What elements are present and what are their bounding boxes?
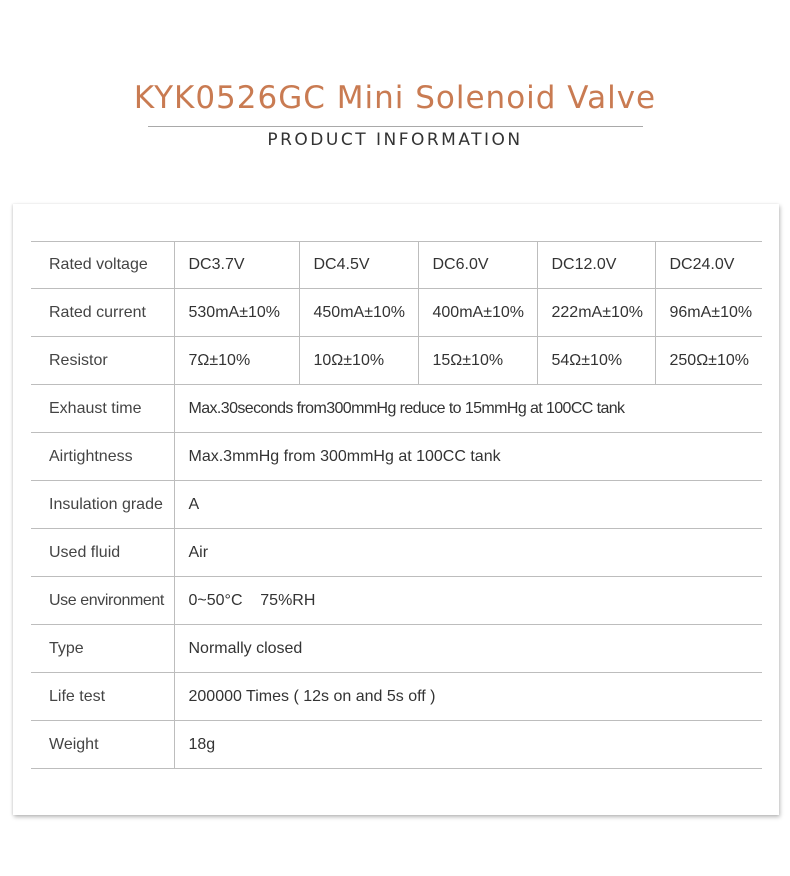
cell-value: Air [174,529,762,577]
cell-value: DC4.5V [299,242,418,289]
table-row-weight [31,721,762,769]
cell-value: 200000 Times ( 12s on and 5s off ) [174,673,762,721]
cell-value: 450mA±10% [299,289,418,337]
table-row-rated-current [31,289,762,337]
cell-value: 222mA±10% [537,289,655,337]
cell-value: 18g [174,721,762,769]
cell-value: Max.30seconds from300mmHg reduce to 15mmHg at 100CC tank [174,385,762,433]
row-label: Rated voltage [31,242,174,289]
table-row-airtightness [31,433,762,481]
row-label: Life test [31,673,174,721]
table-row-insulation-grade [31,481,762,529]
cell-value: 96mA±10% [655,289,762,337]
page-title: KYK0526GC Mini Solenoid Valve [133,80,657,116]
page-subtitle: PRODUCT INFORMATION [267,130,523,150]
row-label: Use environment [31,577,174,625]
cell-value: 400mA±10% [418,289,537,337]
table-row-use-environment [31,577,762,625]
cell-value: 530mA±10% [174,289,299,337]
table-row-rated-voltage [31,242,762,289]
cell-value: DC6.0V [418,242,537,289]
spec-table [31,241,762,769]
row-label: Rated current [31,289,174,337]
table-row-exhaust-time [31,385,762,433]
cell-value: 15Ω±10% [418,337,537,385]
cell-value: DC12.0V [537,242,655,289]
row-label: Airtightness [31,433,174,481]
row-label: Insulation grade [31,481,174,529]
cell-value: DC3.7V [174,242,299,289]
cell-value: Normally closed [174,625,762,673]
row-label: Type [31,625,174,673]
cell-value: 250Ω±10% [655,337,762,385]
row-label: Exhaust time [31,385,174,433]
cell-value: 0~50°C 75%RH [174,577,762,625]
cell-value: 10Ω±10% [299,337,418,385]
title-divider [148,126,643,127]
row-label: Resistor [31,337,174,385]
row-label: Weight [31,721,174,769]
cell-value: DC24.0V [655,242,762,289]
row-label: Used fluid [31,529,174,577]
table-row-used-fluid [31,529,762,577]
cell-value: Max.3mmHg from 300mmHg at 100CC tank [174,433,762,481]
cell-value: 54Ω±10% [537,337,655,385]
cell-value: 7Ω±10% [174,337,299,385]
cell-value: A [174,481,762,529]
table-row-type [31,625,762,673]
table-row-life-test [31,673,762,721]
table-row-resistor [31,337,762,385]
